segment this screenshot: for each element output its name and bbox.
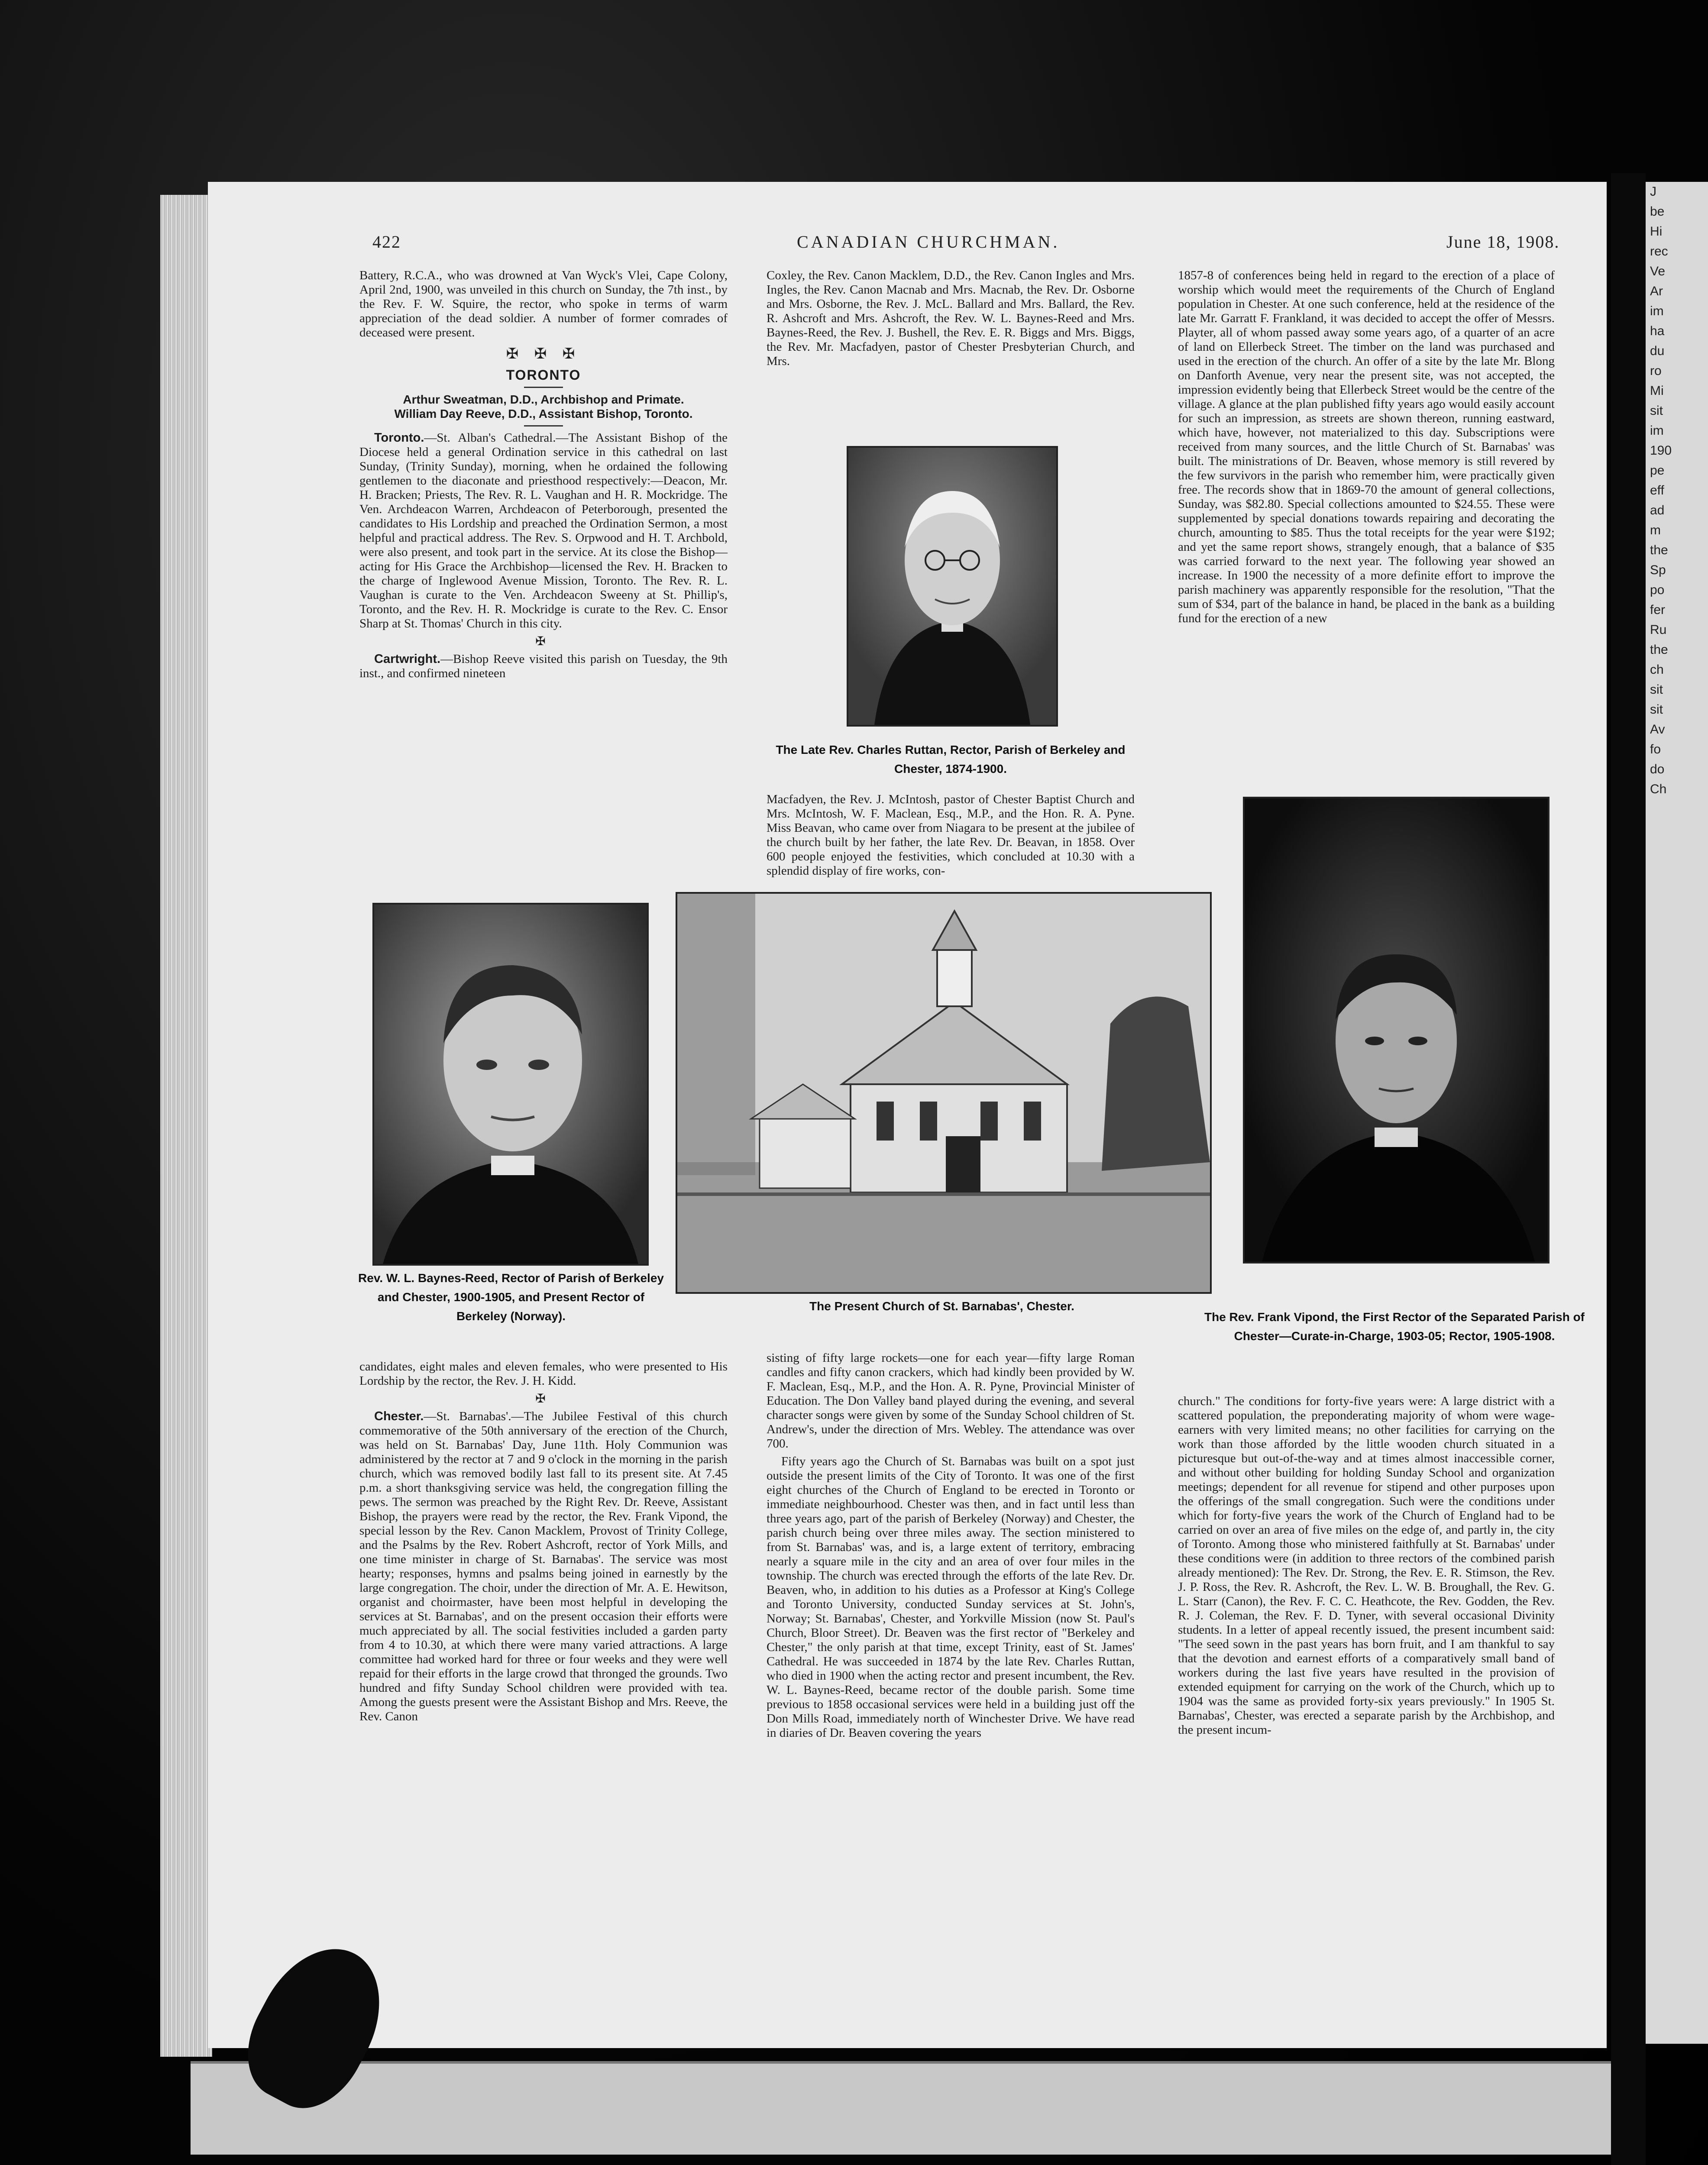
adjacent-page-text-fragment: eff [1650,483,1664,498]
newspaper-page [208,182,1607,2048]
paragraph-text: —St. Barnabas'.—The Jubilee Festival of this church commemorative of the 50th anniversary of the erection of the Church, was held on St. Barnabas' Day, June 11th. Holy Communion was administered by the rector at 7 and 9 o'clock in the morning in the parish church, which was removed bodily last fall to its present site. At 7.45 p.m. a short thanksgiving service was held, the congregation filling the pews. The sermon was preached by the Right Rev. Dr. Reeve, Assistant Bishop, the prayers were read by the rector, the Rev. Frank Vipond, the special lesson by the Rev. Canon Macklem, Provost of Trinity College, and the Psalms by the Rev. Robert Ashcroft, rector of York Mills, and one time minister in charge of St. Barnabas'. The service was most hearty; responses, hymns and psalms being joined in earnestly by the large congregation. The choir, under the direction of Mr. A. E. Hewitson, organist and choirmaster, have been most helpful in developing the services at St. Barnabas', and on the present occasion their efforts were much appreciated by all. The social festivities included a garden party from 4 to 10.30, at which there were many varied attractions. A large committee had worked hard for three or four weeks and they were well repaid for their efforts in the large crowd that thronged the grounds. Two hundred and fifty Sunday School children were provided with tea. Among the guests present were the Assistant Bishop and Mrs. Reeve, the Rev. Canon [359,1409,728,1723]
photo-st-barnabas-church [676,892,1212,1294]
paragraph-lead: Cartwright. [374,652,441,666]
divider-rule [524,387,563,388]
adjacent-page-text-fragment: Ru [1650,623,1667,637]
adjacent-page-text-fragment: sit [1650,682,1663,697]
journal-title: CANADIAN CHURCHMAN. [797,232,1060,252]
adjacent-page-text-fragment: ha [1650,324,1665,338]
article-paragraph: 1857-8 of conferences being held in regard to the erection of a place of worship which would meet the requirements of the Church of England population in Chester. At one such conference, held at the residence of the late Mr. Garratt F. Frankland, it was decided to accept the offer of Messrs. Playter, all of whom passed away some years ago, of a quarter of an acre of land on Ellerbeck Street. The timber on the land was purchased and used in the erection of the church. An offer of a site by the late Mr. Blong on Danforth Avenue, very near the present site, was not accepted, the impression evidently being that Ellerbeck Street would be the centre of the village. A glance at the plan published fifty years ago would easily account for such an impression, as streets are shown thereon, running eastward, which have, however, not materialized to this day. Subscriptions were received from many sources, and the little Church of St. Barnabas' was built. The ministrations of Dr. Beaven, whose memory is still revered by the few survivors in the parish who remember him, were practically given free. The records show that in 1869-70 the amount of general collections, Sunday, was $82.80. Special collections amounted to $24.55. These were supplemented by special donations towards repairing and decorating the church, amounting to $85. Thus the total receipts for the year were $192; and yet the same report shows, strangely enough, that a balance of $35 was carried forward to the next year. The following year showed an increase. In 1900 the necessity of a more definite effort to improve the parish machinery was apparently responsible for the resolution, "That the sum of $34, part of the balance in hand, be placed in the bank as a building fund for the erection of a new [1178,268,1555,625]
adjacent-page-text-fragment: the [1650,543,1668,557]
adjacent-page-text-fragment: Sp [1650,563,1666,577]
page-number: 422 [372,232,401,252]
adjacent-page-text-fragment: sit [1650,702,1663,717]
column-2-top [767,268,1135,369]
column-2-middle [767,792,1135,879]
caption-church: The Present Church of St. Barnabas', Chester. [809,1299,1074,1313]
adjacent-page-text-fragment: ro [1650,364,1662,378]
article-paragraph: Fifty years ago the Church of St. Barnabas was built on a spot just outside the present limits of the City of Toronto. It was one of the first eight churches of the Church of England to be erected in Toronto or immediate neighbourhood. Chester was then, and in fact until less than three years ago, part of the parish of Berkeley (Norway) and Chester, the parish church being over three miles away. The section ministered to from St. Barnabas' was, and is, a large extent of territory, embracing nearly a square mile in the city and an area of over four miles in the township. The church was erected through the efforts of the late Rev. Dr. Beaven, who, in addition to his duties as a Professor at King's College and Toronto University, conducted Sunday services at St. John's, Norway; St. Barnabas', Chester, and Yorkville Mission (now St. Paul's Church, Bloor Street). Dr. Beaven was the first rector of "Berkeley and Chester," the only parish at that time, except Trinity, east of St. James' Cathedral. He was succeeded in 1874 by the late Rev. Charles Ruttan, who died in 1900 when the acting rector and present incumbent, the Rev. W. L. Baynes-Reed, became rector of the double parish. Some time previous to 1858 occasional services were held in a building just off the Don Mills Road, immediately north of Winchester Drive. We have read in diaries of Dr. Beaven covering the years [767,1454,1135,1740]
adjacent-page-text-fragment: fer [1650,603,1666,617]
small-divider-star: ✠ [535,635,552,648]
column-2-bottom [767,1351,1135,1741]
article-paragraph: Macfadyen, the Rev. J. McIntosh, pastor of Chester Baptist Church and Mrs. McIntosh, W. F. Maclean, Esq., M.P., and the Hon. R. A. Pyne. Miss Beavan, who came over from Niagara to be present at the jubilee of the church built by her father, the late Rev. Dr. Beavan, in 1858. Over 600 people enjoyed the festivities, which concluded at 10.30 with a splendid display of fire works, con- [767,792,1135,878]
adjacent-page-text-fragment: be [1650,204,1665,219]
adjacent-page-text-fragment: 190 [1650,443,1672,458]
column-1-top [359,268,728,682]
church-image [677,894,1210,1292]
column-1-bottom [359,1360,728,1725]
adjacent-page-text-fragment: do [1650,762,1665,776]
portrait-image [848,448,1056,725]
adjacent-page-text-fragment: po [1650,583,1665,597]
adjacent-page-text-fragment: ad [1650,503,1665,517]
paragraph-text: —St. Alban's Cathedral.—The Assistant Bishop of the Diocese held a general Ordination service in this cathedral on last Sunday, (Trinity Sunday), morning, when he ordained the following gentlemen to the diaconate and priesthood respectively:—Deacon, Mr. H. Bracken; Priests, The Rev. R. L. Vaughan and H. R. Mockridge. The Ven. Archdeacon Warren, Archdeacon of Peterborough, presented the candidates to His Lordship and preached the Ordination Sermon, a most helpful and practical address. The Rev. S. Orpwood and H. T. Archbold, were also present, and took part in the service. At its close the Bishop—acting for His Grace the Archbishop—licensed the Rev. H. Bracken to the charge of Inglewood Avenue Mission, Toronto. The Rev. R. L. Vaughan is curate to the Ven. Archdeacon Sweeny at St. Phillip's, Toronto, and the Rev. H. R. Mockridge is curate to the Rev. C. Ensor Sharp at St. Thomas' Church in this city. [359,431,728,630]
caption-ruttan: The Late Rev. Charles Ruttan, Rector, Parish of Berkeley and Chester, 1874-1900. [776,743,1126,776]
adjacent-page-text-fragment: Ve [1650,264,1666,278]
article-paragraph [359,431,728,631]
paragraph-text: —Bishop Reeve visited this parish on Tuesday, the 9th inst., and confirmed nineteen [359,652,728,680]
adjacent-page-text-fragment: du [1650,344,1665,358]
issue-date: June 18, 1908. [1446,232,1560,252]
caption-baynes-reed: Rev. W. L. Baynes-Reed, Rector of Parish of Berkeley and Chester, 1900-1905, and Present Rector of Berkeley (Norway). [358,1271,664,1323]
column-3-bottom [1178,1394,1555,1738]
adjacent-page-text-fragment: Av [1650,722,1665,737]
article-paragraph [359,652,728,681]
article-paragraph: church." The conditions for forty-five years were: A large district with a scattered population, the preponderating majority of whom were wage-earners with very limited means; no other facilities for carrying on the work than those afforded by the little wooden church situated in a picturesque but out-of-the-way and at times almost inaccessible corner, and without other building for holding Sunday School and organization meetings; dependent for all revenue for stipend and other purposes upon the offerings of the small congregation. Such were the conditions under which for forty-five years the work of the Church of England had to be carried on over an area of five miles on the edge of, and partly in, the city of Toronto. Among those who ministered faithfully at St. Barnabas' under these conditions were (in addition to three rectors of the combined parish already mentioned): The Rev. Dr. Strong, the Rev. E. R. Stimson, the Rev. J. P. Ross, the Rev. R. Ashcroft, the Rev. L. W. B. Broughall, the Rev. G. L. Starr (Canon), the Rev. F. C. C. Heathcote, the Rev. Godden, the Rev. R. J. Coleman, the Rev. F. D. Tyner, with several occasional Divinity students. In a letter of appeal recently issued, the present incumbent said: "The seed sown in the past years has born fruit, and I am thankful to say that the devotion and earnest efforts of a comparatively small band of workers during the last five years have resulted in the provision of extended equipment for carrying on the work of the Church, which up to 1904 was the same as provided forty-six years previously." In 1905 St. Barnabas', Chester, was erected a separate parish by the Archbishop, and the present incum- [1178,1394,1555,1737]
paragraph-lead: Toronto. [374,431,424,445]
adjacent-page-fragment [1646,182,1708,2044]
article-paragraph: sisting of fifty large rockets—one for each year—fifty large Roman candles and fifty canon crackers, which had kindly been provided by W. F. Maclean, Esq., M.P., and the Hon. A. R. Pyne, Provincial Minister of Education. The Don Valley band played during the evening, and several character songs were given by some of the Sunday School children of St. Andrew's, under the direction of Mrs. Webley. The attendance was over 700. [767,1351,1135,1451]
article-paragraph: candidates, eight males and eleven females, who were presented to His Lordship by the rector, the Rev. J. H. Kidd. [359,1360,728,1388]
article-paragraph [359,1409,728,1724]
adjacent-page-text-fragment: sit [1650,404,1663,418]
portrait-frank-vipond [1243,797,1549,1263]
adjacent-page-text-fragment: fo [1650,742,1661,756]
adjacent-page-text-fragment: the [1650,643,1668,657]
portrait-baynes-reed [372,903,649,1266]
adjacent-page-text-fragment: Hi [1650,224,1663,239]
column-3-top [1178,268,1555,627]
adjacent-page-text-fragment: ch [1650,662,1664,677]
divider-rule [524,425,563,427]
adjacent-page-text-fragment: m [1650,523,1661,537]
article-paragraph: Battery, R.C.A., who was drowned at Van Wyck's Vlei, Cape Colony, April 2nd, 1900, was unveiled in this church on Sunday, the 7th inst., by the Rev. F. W. Squire, the rector, who spoke in terms of warm appreciation of the dead soldier. A number of former comrades of deceased were present. [359,268,728,339]
bishops-line-1: Arthur Sweatman, D.D., Archbishop and Primate. [403,393,684,406]
bishops-line-2: William Day Reeve, D.D., Assistant Bishop, Toronto. [394,407,693,420]
book-gutter [1611,173,1646,2165]
portrait-image [374,905,647,1264]
adjacent-page-text-fragment: im [1650,304,1664,318]
adjacent-page-text-fragment: Mi [1650,384,1664,398]
section-heading: TORONTO [506,367,581,383]
portrait-charles-ruttan [847,446,1058,727]
book-page-edges [160,195,212,2057]
adjacent-page-text-fragment: Ch [1650,782,1667,796]
caption-vipond: The Rev. Frank Vipond, the First Rector of the Separated Parish of Chester—Curate-in-Charge, 1903-05; Rector, 1905-1908. [1204,1310,1585,1343]
article-paragraph: Coxley, the Rev. Canon Macklem, D.D., the Rev. Canon Ingles and Mrs. Ingles, the Rev. Canon Macnab and Mrs. Macnab, the Rev. Dr. Osborne and Mrs. Osborne, the Rev. J. McL. Ballard and Mrs. Ballard, the Rev. R. Ashcroft and Mrs. Ashcroft, the Rev. W. L. Baynes-Reed and Mrs. Baynes-Reed, the Rev. J. Bushell, the Rev. E. R. Biggs and Mrs. Biggs, the Rev. Mr. Macfadyen, pastor of Chester Presbyterian Church, and Mrs. [767,268,1135,368]
adjacent-page-text-fragment: rec [1650,244,1668,259]
small-divider-star: ✠ [535,1392,552,1406]
adjacent-page-text-fragment: J [1650,184,1656,199]
book-bottom-edge [191,2061,1611,2155]
paragraph-lead: Chester. [374,1409,424,1423]
adjacent-page-text-fragment: im [1650,423,1664,438]
section-divider-stars: ✠ ✠ ✠ [506,346,581,362]
adjacent-page-text-fragment: Ar [1650,284,1663,298]
adjacent-page-text-fragment: pe [1650,463,1665,478]
portrait-image [1245,798,1548,1262]
